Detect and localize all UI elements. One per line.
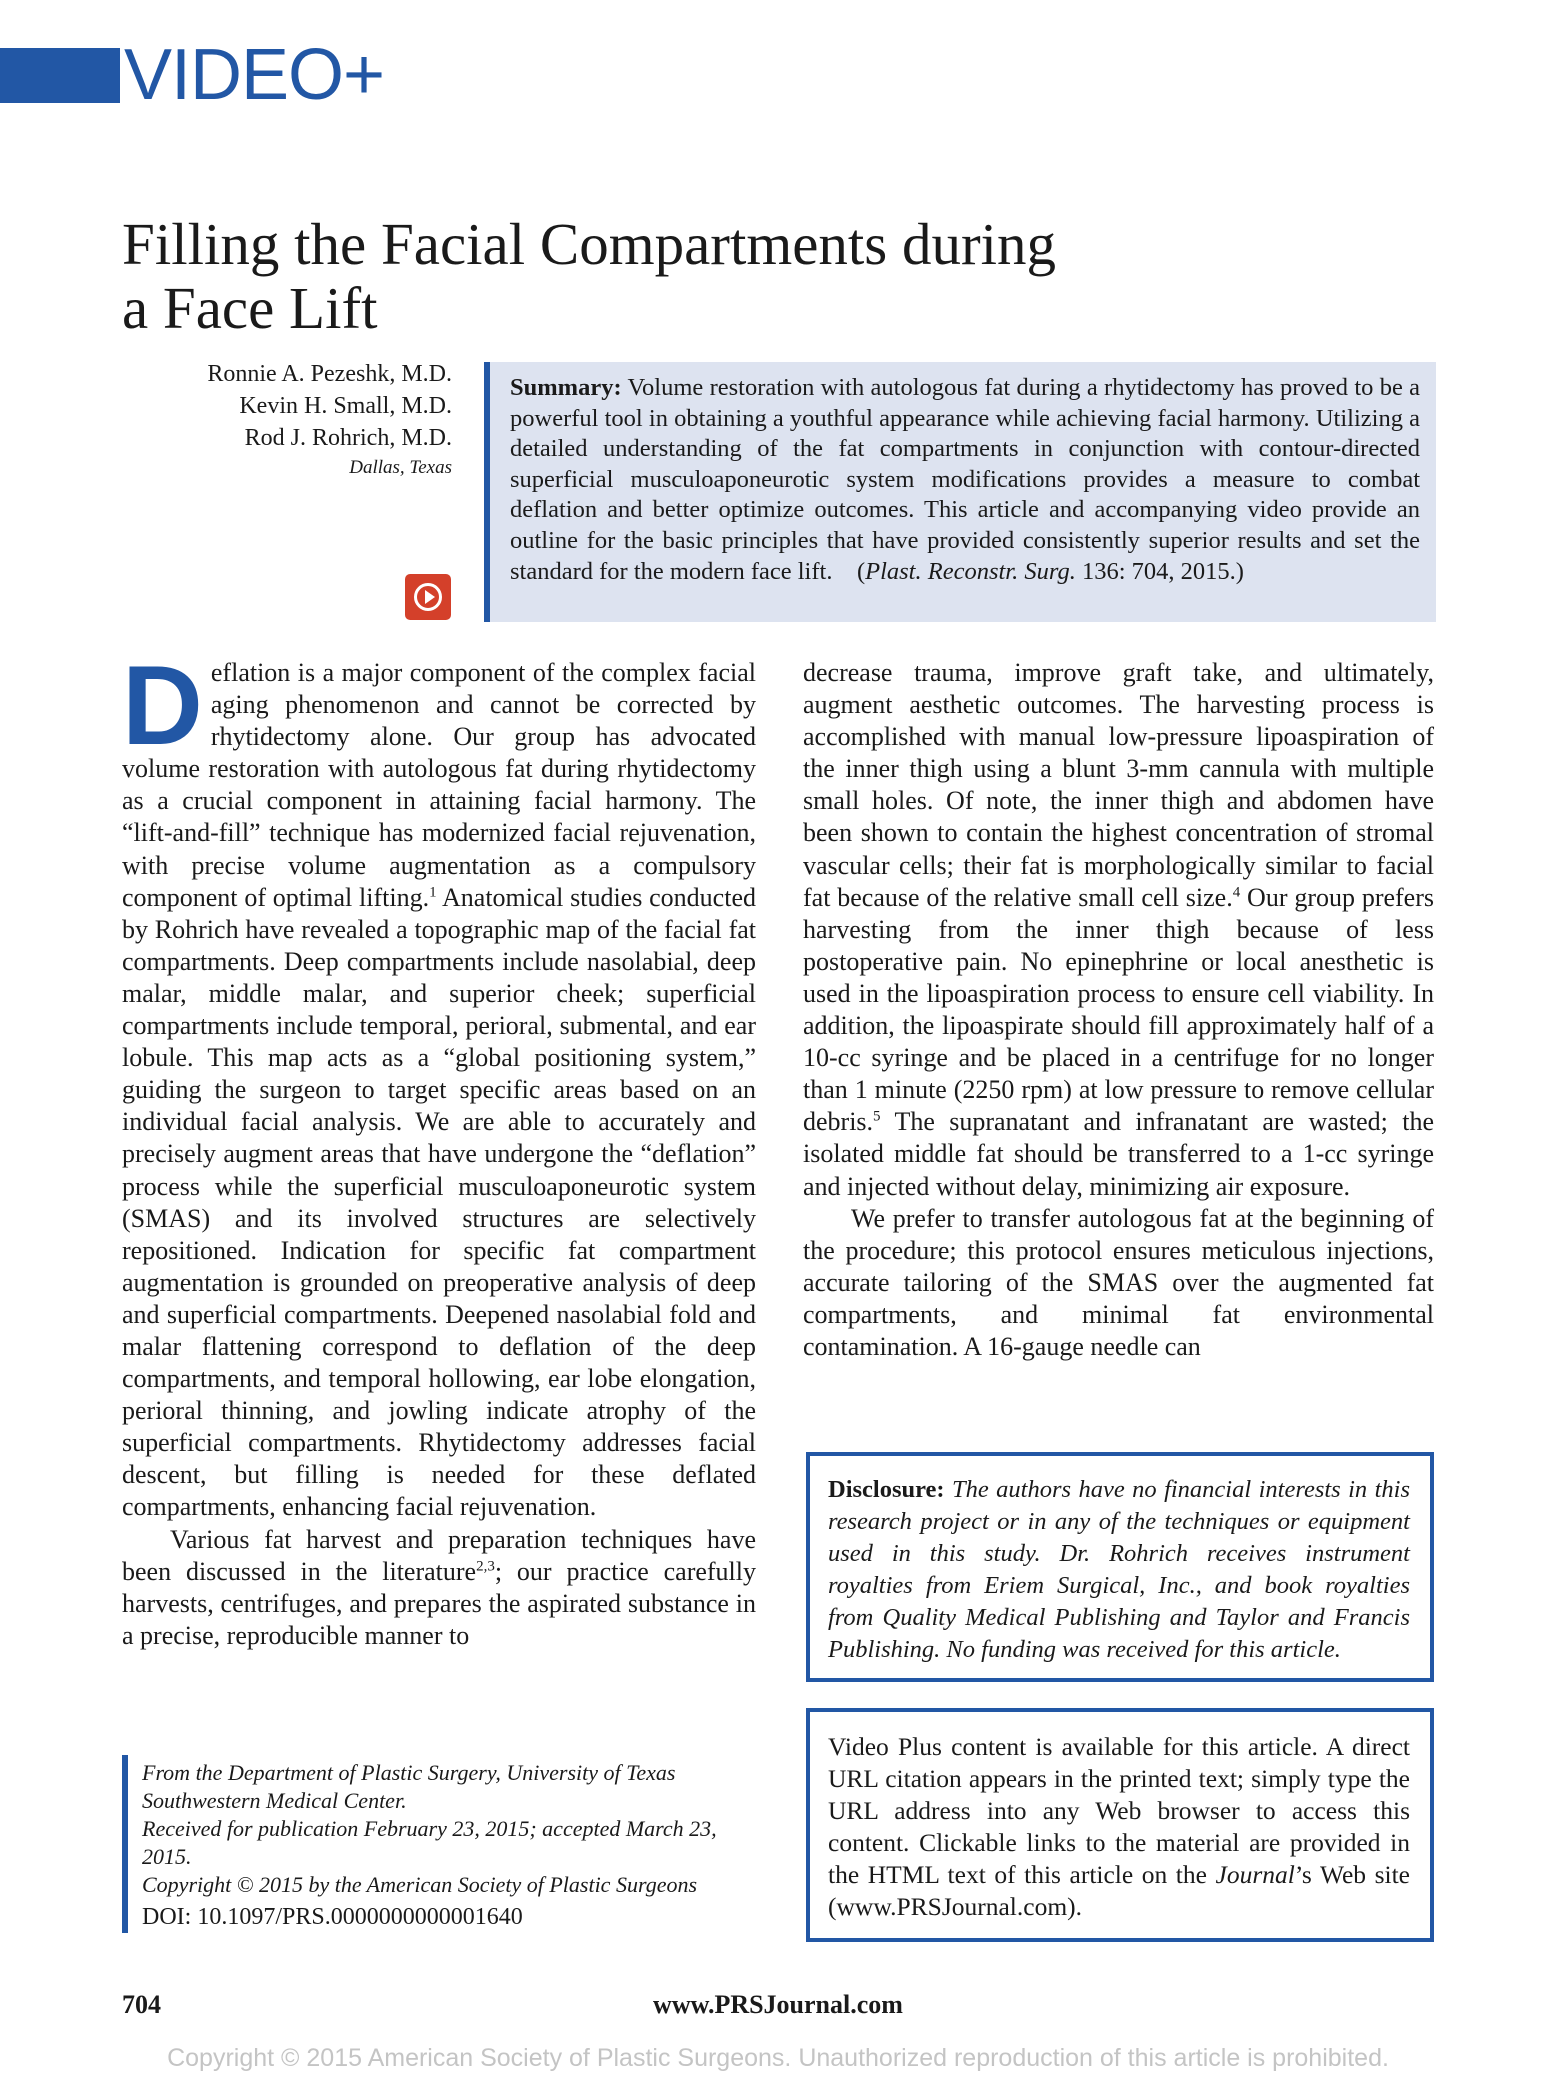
video-plus-banner: VIDEO+ — [124, 35, 385, 115]
affiliation-department: From the Department of Plastic Surgery, University of Texas Southwestern Medical Center. — [142, 1760, 676, 1813]
video-plus-banner-bar — [0, 48, 120, 103]
summary-citation: (Plast. Reconstr. Surg. 136: 704, 2015.) — [856, 557, 1244, 585]
title-line-1: Filling the Facial Compartments during — [122, 211, 1057, 277]
copyright-notice: Copyright © 2015 American Society of Plastic Surgeons. Unauthorized reproduction of this article is prohibited. — [167, 2044, 1389, 2072]
reference-marker[interactable]: 5 — [873, 1108, 881, 1125]
title-line-2: a Face Lift — [122, 275, 378, 341]
reference-marker[interactable]: 1 — [429, 884, 437, 900]
disclosure-box — [806, 1452, 1434, 1682]
body-paragraph: Deflation is a major component of the complex facial aging phenomenon and cannot be corrected by rhytidectomy alone. Our group has advocated volume restoration with autologous fat during rhytidectomy as a crucial component in attaining facial harmony. The “lift-and-fill” technique has modernized facial rejuvenation, with precise volume augmentation as a compulsory component of optimal lifting.$^1$ Anatomical studies conducted by Rohrich have revealed a topographic map of the facial fat compartments. Deep compartments include nasolabial, deep malar, middle malar, and superior cheek; superficial compartments include temporal, perioral, submental, and ear lobule. This map acts as a “global positioning system,” guiding the surgeon to target specific areas based on an individual facial analysis. We are able to accurately and precisely augment areas that have undergone the “deflation” process while the superficial musculoaponeurotic system (SMAS) and its involved structures are selectively repositioned. Indication for specific fat compartment augmentation is grounded on preoperative analysis of deep and superficial compartments. Deepened nasolabial fold and malar flattening correspond to deflation of the deep compartments, and temporal hollowing, ear lobe elongation, perioral thinning, and jowling indicate atrophy of the superficial compartments. Rhytidectomy addresses facial descent, but filling is needed for these deflated compartments, enhancing facial rejuvenation. — [122, 643, 756, 1522]
author-name: Rod J. Rohrich, M.D. — [244, 425, 452, 451]
body-paragraph: Various fat harvest and preparation techniques have been discussed in the literature$^{2,3}$; our practice carefully harvests, centrifuges, and prepares the aspirated substance in a precise, reproducible manner to — [122, 1524, 756, 1650]
author-location: Dallas, Texas — [349, 457, 452, 478]
article-title — [122, 212, 1222, 340]
body-column-right — [803, 657, 1434, 1363]
body-paragraph: We prefer to transfer autologous fat at the beginning of the procedure; this protocol ensures meticulous injections, accurate tailoring of the SMAS over the augmented fat compartments, and minimal fat environmental contamination. A 16-gauge needle can — [803, 1203, 1434, 1361]
play-video-icon[interactable] — [405, 574, 451, 620]
play-ring — [414, 583, 442, 611]
author-name: Ronnie A. Pezeshk, M.D. — [207, 361, 452, 387]
journal-website[interactable]: www.PRSJournal.com — [653, 1990, 903, 2019]
play-triangle — [425, 590, 435, 604]
affiliation-received: Received for publication February 23, 2015; accepted March 23, 2015. — [142, 1816, 717, 1869]
author-list — [110, 358, 452, 482]
drop-cap: D — [122, 643, 203, 768]
video-plus-box: Video Plus content is available for this article. A direct URL citation appears in the printed text; simply type the URL address into any Web browser to access this content. Clickable links to the material are provided in the HTML text of this article on the Journal’s Web site (www.PRSJournal.com). — [806, 1708, 1434, 1942]
affiliation-box — [122, 1755, 762, 1933]
body-paragraph: decrease trauma, improve graft take, and ultimately, augment aesthetic outcomes. The harvesting process is accomplished with manual low-pressure lipoaspiration of the inner thigh using a blunt 3-mm cannula with multiple small holes. Of note, the inner thigh and abdomen have been shown to contain the highest concentration of stromal vascular cells; their fat is morphologically similar to facial fat because of the relative small cell size.$^4$ Our group prefers harvesting from the inner thigh because of less postoperative pain. No epinephrine or local anesthetic is used in the lipoaspiration process to ensure cell viability. In addition, the lipoaspirate should fill approximately half of a 10-cc syringe and be placed in a centrifuge for no longer than 1 minute (2250 rpm) at low pressure to remove cellular debris.$^5$ The supranatant and infranatant are wasted; the isolated middle fat should be transferred to a 1-cc syringe and injected without delay, minimizing air exposure. — [803, 658, 1434, 1201]
page-number: 704 — [122, 1990, 161, 2019]
summary-box — [484, 362, 1436, 622]
disclosure-text: The authors have no financial interests in this research project or in any of the techniques or equipment used in this study. Dr. Rohrich receives instrument royalties from Eriem Surgical, Inc., and book royalties from Quality Medical Publishing and Taylor and Francis Publishing. No funding was received for this article. — [828, 1476, 1410, 1663]
author-name: Kevin H. Small, M.D. — [239, 393, 452, 419]
doi[interactable]: DOI: 10.1097/PRS.0000000000001640 — [142, 1904, 523, 1930]
body-column-left — [122, 643, 756, 1652]
summary-label: Summary: — [510, 374, 622, 401]
reference-marker[interactable]: 2,3 — [476, 1557, 495, 1574]
disclosure-label: Disclosure: — [828, 1476, 945, 1503]
affiliation-copyright: Copyright © 2015 by the American Society of Plastic Surgeons — [142, 1872, 698, 1897]
reference-marker[interactable]: 4 — [1232, 884, 1241, 900]
summary-text: Volume restoration with autologous fat during a rhytidectomy has proved to be a powerful tool in obtaining a youthful appearance while achieving facial harmony. Utilizing a detailed understanding of the fat compartments in conjunction with contour-directed superficial musculoaponeurotic system modifications provides a measure to combat deflation and better optimize outcomes. This article and accompanying video provide an outline for the basic principles that have provided consistently superior results and set the standard for the modern face lift. — [510, 374, 1421, 585]
